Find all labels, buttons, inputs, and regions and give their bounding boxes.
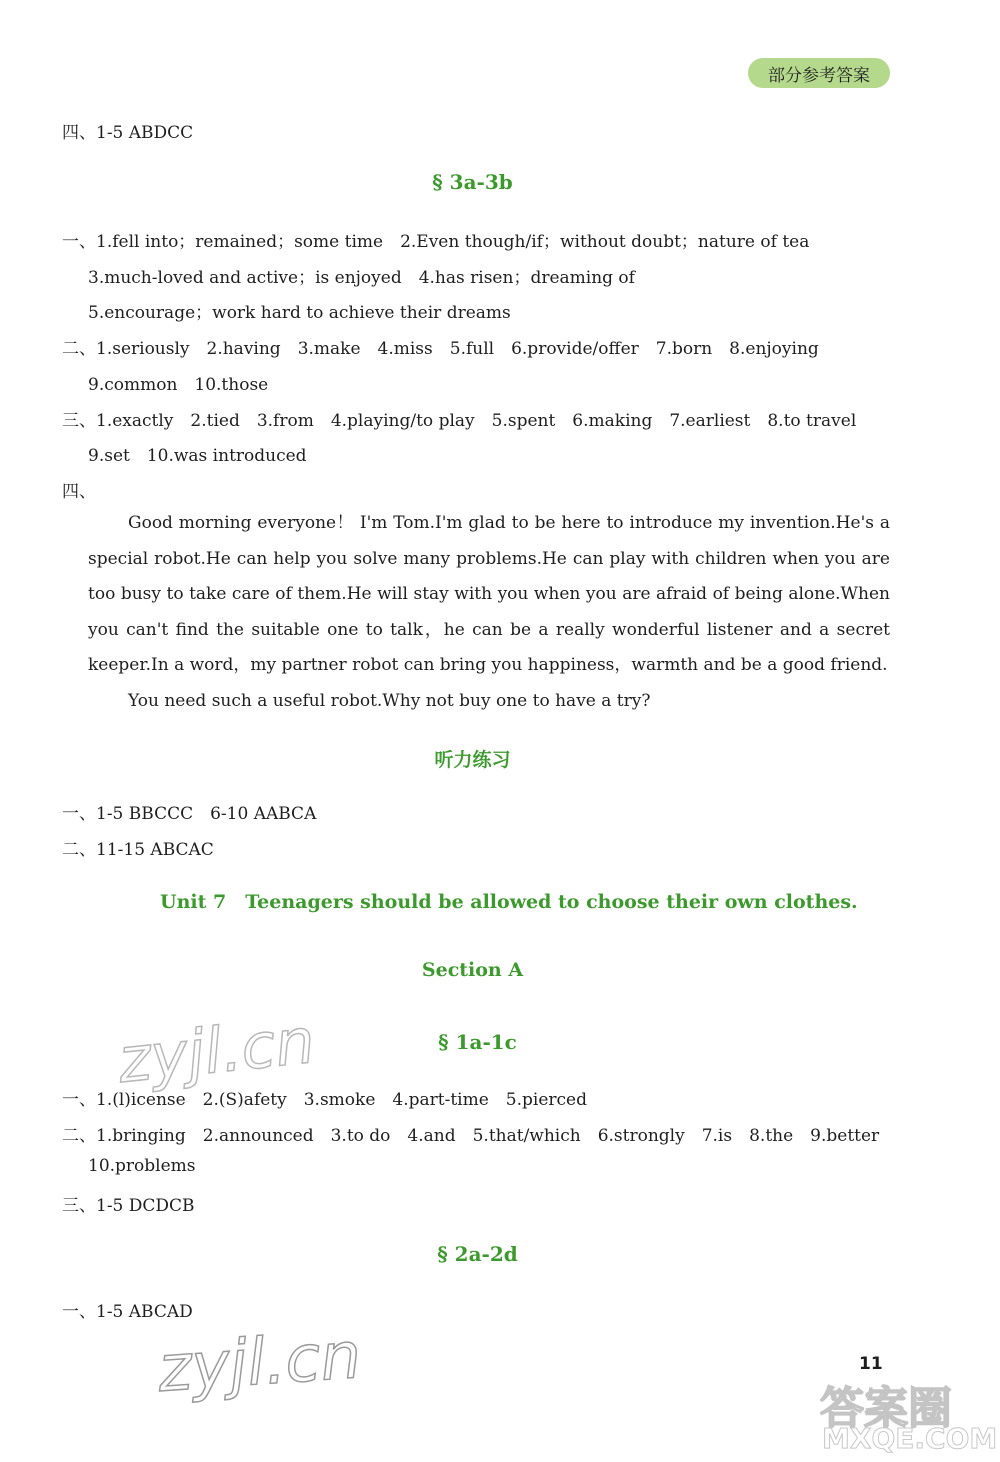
answer-line: 四、1-5 ABDCC [62, 123, 194, 143]
answer-line: 一、1.(l)icense 2.(S)afety 3.smoke 4.part-time 5.pierced [62, 1090, 587, 1110]
section-tag: 部分参考答案 [748, 58, 890, 88]
essay [88, 506, 890, 720]
unit-title: Unit 7 Teenagers should be allowed to choose their own clothes. [160, 891, 858, 913]
answer-line: 3.much-loved and active；is enjoyed 4.has risen；dreaming of [88, 268, 635, 288]
watermark: zyjl.cn [114, 1003, 319, 1098]
answer-line: 二、11-15 ABCAC [62, 840, 214, 860]
answer-line: 10.problems [88, 1156, 196, 1176]
page-number: 11 [859, 1354, 883, 1374]
answer-line: 9.set 10.was introduced [88, 446, 307, 466]
answer-line: 一、1-5 ABCAD [62, 1302, 193, 1322]
answer-label: 四、 [62, 482, 96, 502]
watermark: 答案圈 [820, 1383, 952, 1434]
answer-line: 5.encourage；work hard to achieve their dreams [88, 303, 511, 323]
watermark: MXQE.COM [822, 1422, 998, 1455]
answer-line: 一、1.fell into；remained；some time 2.Even though/if；without doubt；nature of tea [62, 232, 810, 252]
section-heading-1a-1c: § 1a-1c [438, 1030, 517, 1054]
section-heading-2a-2d: § 2a-2d [437, 1242, 518, 1266]
essay-paragraph: Good morning everyone！ I'm Tom.I'm glad to be here to introduce my invention.He's a special robot.He can help you solve many problems.He can play with children when you are too busy to take care of them.He will stay with you when you are afraid of being alone.When you can't find the suitable one to talk，he can be a really wonderful listener and a secret keeper.In a word，my partner robot can bring you happiness，warmth and be a good friend. [88, 513, 890, 676]
answer-line: 三、1-5 DCDCB [62, 1196, 195, 1216]
section-label: Section A [421, 959, 524, 981]
answer-line: 二、1.bringing 2.announced 3.to do 4.and 5.that/which 6.strongly 7.is 8.the 9.better [62, 1126, 880, 1146]
section-heading-3a-3b: § 3a-3b [432, 170, 513, 194]
essay-paragraph: You need such a useful robot.Why not buy one to have a try? [128, 690, 651, 711]
answer-line: 二、1.seriously 2.having 3.make 4.miss 5.full 6.provide/offer 7.born 8.enjoying [62, 339, 819, 359]
answer-line: 9.common 10.those [88, 375, 269, 395]
watermark: zyjl.cn [155, 1319, 364, 1407]
answer-line: 三、1.exactly 2.tied 3.from 4.playing/to play 5.spent 6.making 7.earliest 8.to travel [62, 411, 857, 431]
listening-heading: 听力练习 [434, 749, 511, 771]
answer-line: 一、1-5 BBCCC 6-10 AABCA [62, 804, 317, 824]
